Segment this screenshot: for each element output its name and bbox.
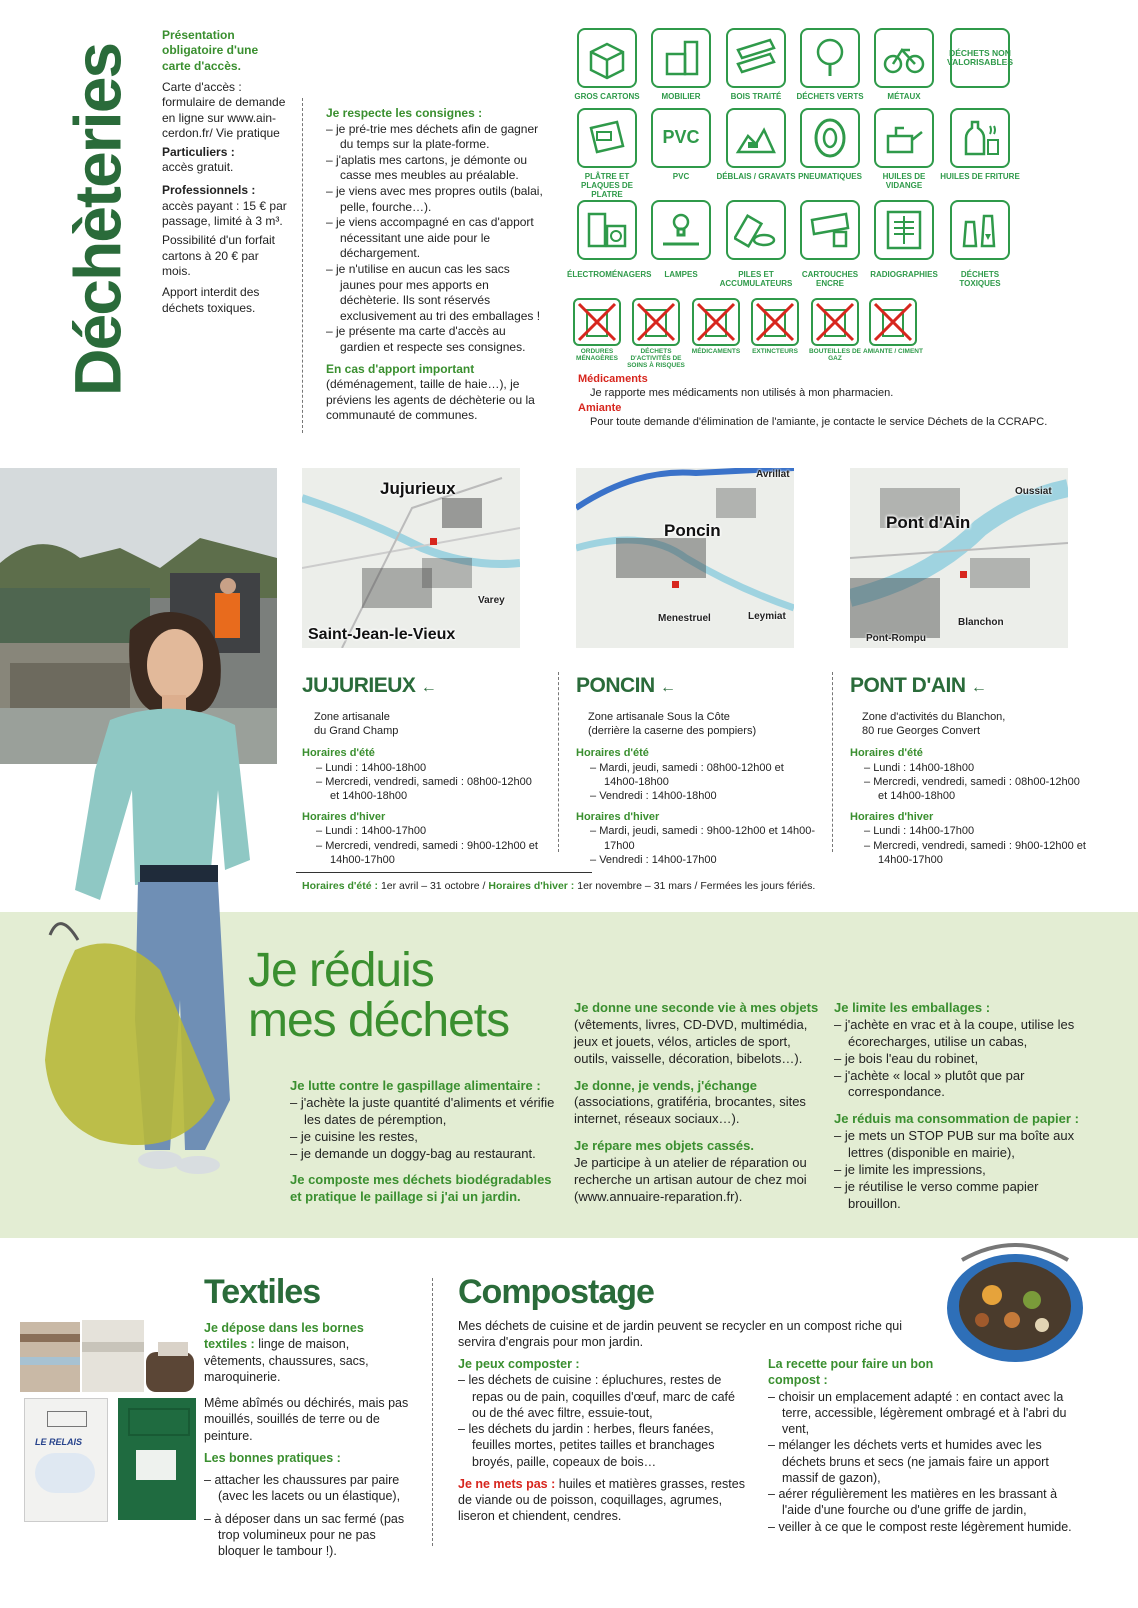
amiante-title: Amiante [578,401,622,414]
bottle-icon [950,108,1010,168]
box-icon [577,28,637,88]
list-item: – Mercredi, vendredi, samedi : 08h00-12h00 et 14h00-18h00 [864,775,1090,804]
donne-title: Je donne, je vends, j'échange [574,1077,757,1093]
icon-caption: HUILES DE VIDANGE [882,172,926,191]
compost-note: Je composte mes déchets biodégradables et pratique le paillage si j'ai un jardin. [290,1172,552,1205]
list-item: – je viens accompagné en cas d'apport nécessitant une aide pour le déchargement. [326,215,546,262]
site-name: PONT D'AIN ← [850,674,987,697]
textile-bin-green [118,1398,196,1520]
list-item: – je bois l'eau du robinet, [834,1051,1079,1068]
pratiques-title: Les bonnes pratiques : [204,1450,341,1465]
site-poncin: PONCIN ← Zone artisanale Sous la Côte (derrière la caserne des pompiers) Horaires d'été – Mardi, jeudi, samedi : 08h00-12h00 et 14h00-18h00 – Vendredi : 14h00-18h00 Horaires d'hiver – Mardi, jeudi, samedi : 9h00-12h00 et 14h00-17h00 – Vendredi : 14h00-17h00 [576,672,816,867]
particuliers-text: accès gratuit. [162,159,234,174]
papier-title: Je réduis ma consommation de papier : [834,1111,1079,1127]
textiles-text [204,1320,409,1559]
medicaments-title: Médicaments [578,373,648,385]
icon-caption: RADIOGRAPHIES [870,270,938,279]
hiver-label: Horaires d'hiver [576,810,660,823]
list-item: – veiller à ce que le compost reste légèrement humide. [768,1519,1078,1535]
appliance-icon [577,200,637,260]
gaspi-block [290,1078,560,1206]
icon-caption: DÉCHETS D'ACTIVITÉS DE SOINS À RISQUES [627,348,685,370]
list-item: – choisir un emplacement adapté : en contact avec la terre, accessible, légèrement ombragé et à l'abri du vent, [768,1389,1078,1438]
list-item: – Mardi, jeudi, samedi : 9h00-12h00 et 14h00-17h00 [590,824,816,853]
list-item: – Vendredi : 14h00-18h00 [590,789,816,803]
map-title: Poncin [664,521,721,540]
asbestos-crossed-icon [869,298,917,346]
icon-caption: PNEUMATIQUES [798,172,862,181]
icon-caption: ORDURES MÉNAGÈRES [576,348,618,363]
map-label: Blanchon [958,617,1004,628]
cartridge-icon [800,200,860,260]
icon-caption: MOBILIER [661,92,701,101]
hiver-label: Horaires d'hiver [850,810,934,823]
divider [558,672,559,852]
textiles-p2: Même abîmés ou déchirés, mais pas mouillés, souillés de terre ou de peinture. [204,1396,409,1443]
clothes-pile-photo [18,1312,196,1394]
list-item: – je limite les impressions, [834,1162,1079,1179]
list-item: – les déchets du jardin : herbes, fleurs fanées, feuilles mortes, petites tailles et branchages broyés, paille, copeaux de bois… [458,1421,750,1470]
icon-caption: AMIANTE / CIMENT [863,348,923,355]
reuse-block [574,1000,819,1206]
list-item: – Lundi : 14h00-18h00 [316,761,542,775]
trash-crossed-icon [573,298,621,346]
text-icon: DÉCHETS NON VALORISABLES [950,28,1010,88]
bin-label: LE RELAIS [35,1437,83,1447]
xray-icon [874,200,934,260]
list-item: – je mets un STOP PUB sur ma boîte aux lettres (disponible en mairie), [834,1128,1079,1162]
site-name: JUJURIEUX ← [302,674,437,697]
list-item: – Lundi : 14h00-17h00 [864,824,1090,838]
site-jujurieux: JUJURIEUX ← Zone artisanale du Grand Champ Horaires d'été – Lundi : 14h00-18h00 – Mercredi, vendredi, samedi : 08h00-12h00 et 14h00-18h00 Horaires d'hiver – Lundi : 14h00-17h00 – Mercredi, vendredi, samedi : 9h00-12h00 et 14h00-17h00 [302,672,542,867]
battery-icon [726,200,786,260]
pas-text: huiles et matières grasses, restes de viande ou de poisson, coquillages, agrumes, liseron et chiendent, cendres. [458,1476,745,1524]
map-label: Saint-Jean-le-Vieux [308,626,456,643]
site-name: PONCIN ← [576,674,676,697]
divider [296,872,592,873]
seconde-vie-text: (vêtements, livres, CD-DVD, multimédia, jeux et jouets, vélos, articles de sport, outils, vaisselle, décoration, bibelots…). [574,1016,808,1066]
hiver-label: Horaires d'hiver [302,810,386,823]
icon-caption: PVC [672,172,690,181]
important-text: (déménagement, taille de haie…), je préviens les agents de déchèterie ou la communauté de communes. [326,377,535,423]
list-item: – Mercredi, vendredi, samedi : 9h00-12h00 et 14h00-17h00 [864,839,1090,868]
gaspi-title: Je lutte contre le gaspillage alimentaire : [290,1078,541,1093]
map-label: Avrillat [756,469,790,480]
compostage-title: Compostage [458,1273,654,1311]
forfait-text: Possibilité d'un forfait cartons à 20 € par mois. [162,233,276,279]
gas-crossed-icon [811,298,859,346]
list-item: – les déchets de cuisine : épluchures, restes de repas ou de pain, coquilles d'œuf, marc de café ou de thé avec filtre, essuie-tout, [458,1372,750,1421]
emballages-title: Je limite les emballages : [834,1000,991,1015]
list-item: – je cuisine les restes, [290,1129,560,1146]
oilcan-icon [874,108,934,168]
textiles-title: Textiles [204,1273,321,1311]
icon-caption: DÉBLAIS / GRAVATS [716,172,796,181]
icon-caption: EXTINCTEURS [752,348,798,355]
list-item: – Lundi : 14h00-18h00 [864,761,1090,775]
compost-bucket-photo [942,1240,1088,1366]
reduce-title: Je réduis mes déchets [248,944,510,1048]
woman-with-bag-illustration [40,600,270,1240]
toxic-icon [950,200,1010,260]
plaster-icon [577,108,637,168]
textiles-intro-label: Je dépose dans les bornes textiles : [204,1321,364,1352]
icon-caption: DÉCHETS VERTS [796,92,864,101]
peux-title: Je peux composter : [458,1357,580,1371]
map-label: Oussiat [1015,486,1052,497]
list-item: – je demande un doggy-bag au restaurant. [290,1146,560,1163]
consignes-title: Je respecte les consignes : [326,106,483,120]
icon-caption: MÉTAUX [887,92,921,101]
list-item: – j'achète la juste quantité d'aliments et vérifie les dates de péremption, [290,1095,560,1129]
syringe-crossed-icon [632,298,680,346]
site-pont-dain: PONT D'AIN ← Zone d'activités du Blanchon, 80 rue Georges Convert Horaires d'été – Lundi : 14h00-18h00 – Mercredi, vendredi, samedi : 08h00-12h00 et 14h00-18h00 Horaires d'hiver – Lundi : 14h00-17h00 – Mercredi, vendredi, samedi : 9h00-12h00 et 14h00-17h00 [850,672,1090,867]
pvc-icon: PVC [651,108,711,168]
icon-caption: BOUTEILLES DE GAZ [808,348,861,363]
wood-icon [726,28,786,88]
compost-recipe-block [768,1356,1078,1535]
pills-crossed-icon [692,298,740,346]
list-item: – Vendredi : 14h00-17h00 [590,853,816,867]
icon-caption: PLÂTRE ET PLAQUES DE PLATRE [580,172,633,200]
list-item: – attacher les chaussures par paire (avec les lacets ou un élastique), [204,1472,409,1505]
furniture-icon [651,28,711,88]
map-label: Varey [478,595,505,606]
important-title: En cas d'apport important [326,361,475,376]
divider [832,672,833,852]
list-item: – à déposer dans un sac fermé (pas trop volumineux pour ne pas bloquer le tambour !). [204,1511,409,1560]
list-item: – Mercredi, vendredi, samedi : 9h00-12h00 et 14h00-17h00 [316,839,542,868]
list-item: – je pré-trie mes déchets afin de gagner du temps sur la plate-forme. [326,122,546,153]
icon-caption: HUILES DE FRITURE [940,172,1020,181]
icon-caption: GROS CARTONS [574,92,640,101]
map-poncin [576,468,794,648]
donne-text: (associations, gratiféria, brocantes, sites internet, réseaux sociaux…). [574,1094,806,1127]
map-label: Pont-Rompu [866,633,926,644]
repare-title: Je répare mes objets cassés. [574,1138,754,1154]
list-item: – Lundi : 14h00-17h00 [316,824,542,838]
ete-label: Horaires d'été [576,747,649,760]
notes-block [578,372,1048,429]
limit-block [834,1000,1079,1213]
list-item: – j'aplatis mes cartons, je démonte ou casse mes meubles au préalable. [326,153,546,184]
extinguisher-crossed-icon [751,298,799,346]
map-title: Jujurieux [380,479,456,498]
access-info [162,28,287,316]
compost-yes-block [458,1356,750,1525]
map-pont-dain [850,468,1068,648]
list-item: – je présente ma carte d'accès au gardien et respecte ses consignes. [326,324,546,355]
icon-caption: ÉLECTROMÉNAGERS [567,270,652,279]
textiles-intro-text: linge de maison, vêtements, chaussures, sacs, maroquinerie. [204,1337,369,1384]
icon-caption: BOIS TRAITÉ [730,92,782,101]
icon-caption: LAMPES [664,270,698,279]
medicaments-text: Je rapporte mes médicaments non utilisés à mon pharmacien. [590,387,894,400]
icon-caption: DÉCHETS TOXIQUES [959,270,1001,289]
list-item: – je viens avec mes propres outils (balai, pelle, fourche…). [326,184,546,215]
list-item: – je n'utilise en aucun cas les sacs jaunes pour mes apports en déchèterie. Ils sont réservés exclusivement au tri des emballages ! [326,262,546,324]
list-item: – mélanger les déchets verts et humides avec les déchets bruns et secs (ne jamais faire un apport massif de gazon), [768,1437,1078,1486]
amiante-text: Pour toute demande d'élimination de l'amiante, je contacte le service Déchets de la CCRAPC. [590,415,1048,428]
seconde-vie-title: Je donne une seconde vie à mes objets [574,1000,819,1015]
list-item: – je réutilise le verso comme papier brouillon. [834,1179,1079,1213]
tire-icon [800,108,860,168]
list-item: – Mardi, jeudi, samedi : 08h00-12h00 et 14h00-18h00 [590,761,816,790]
ete-label: Horaires d'été [850,747,923,760]
repare-text: Je participe à un atelier de réparation ou recherche un artisan autour de chez moi (www.annuaire-reparation.fr). [574,1155,807,1204]
list-item: – aérer régulièrement les matières en les brassant à l'aide d'une fourche ou d'une griffe de jardin, [768,1486,1078,1519]
toxic-forbidden-text: Apport interdit des déchets toxiques. [162,285,260,315]
particuliers-label: Particuliers : [162,144,235,159]
lamp-icon [651,200,711,260]
access-card-info: Carte d'accès : formulaire de demande en ligne sur www.ain-cerdon.fr/ Vie pratique [162,80,286,141]
map-title: Pont d'Ain [886,513,971,532]
period-note: Horaires d'été : 1er avril – 31 octobre / Horaires d'hiver : 1er novembre – 31 mars / Fermées les jours fériés. [302,880,816,892]
divider [432,1278,433,1546]
icon-caption: PILES ET ACCUMULATEURS [719,270,793,289]
textile-bin-white [24,1398,108,1522]
pros-text: accès payant : 15 € par passage, limité à 3 m³. [162,198,287,228]
icon-caption: CARTOUCHES ENCRE [801,270,859,289]
map-label: Leymiat [748,611,786,622]
icon-caption: MÉDICAMENTS [691,348,741,355]
list-item: – j'achète « local » plutôt que par correspondance. [834,1068,1079,1102]
bicycle-icon [874,28,934,88]
list-item: – Mercredi, vendredi, samedi : 08h00-12h00 et 14h00-18h00 [316,775,542,804]
rubble-icon [726,108,786,168]
list-item: – j'achète en vrac et à la coupe, utilise les écorecharges, utilise un cabas, [834,1017,1079,1051]
consignes-list [326,122,546,356]
tree-icon [800,28,860,88]
pas-title: Je ne mets pas : [458,1476,556,1491]
pros-label: Professionnels : [162,183,256,198]
map-label: Menestruel [658,613,711,624]
compostage-intro: Mes déchets de cuisine et de jardin peuvent se recycler en un compost riche qui servira d'engrais pour mon jardin. [458,1319,902,1350]
divider [302,98,303,433]
consignes-block [326,106,546,424]
ete-label: Horaires d'été [302,747,375,760]
recette-title: La recette pour faire un bon compost : [768,1357,934,1388]
access-required-note: Présentation obligatoire d'une carte d'accès. [162,28,259,73]
decheteries-title: Déchèteries [60,43,135,397]
map-jujurieux [302,468,520,648]
